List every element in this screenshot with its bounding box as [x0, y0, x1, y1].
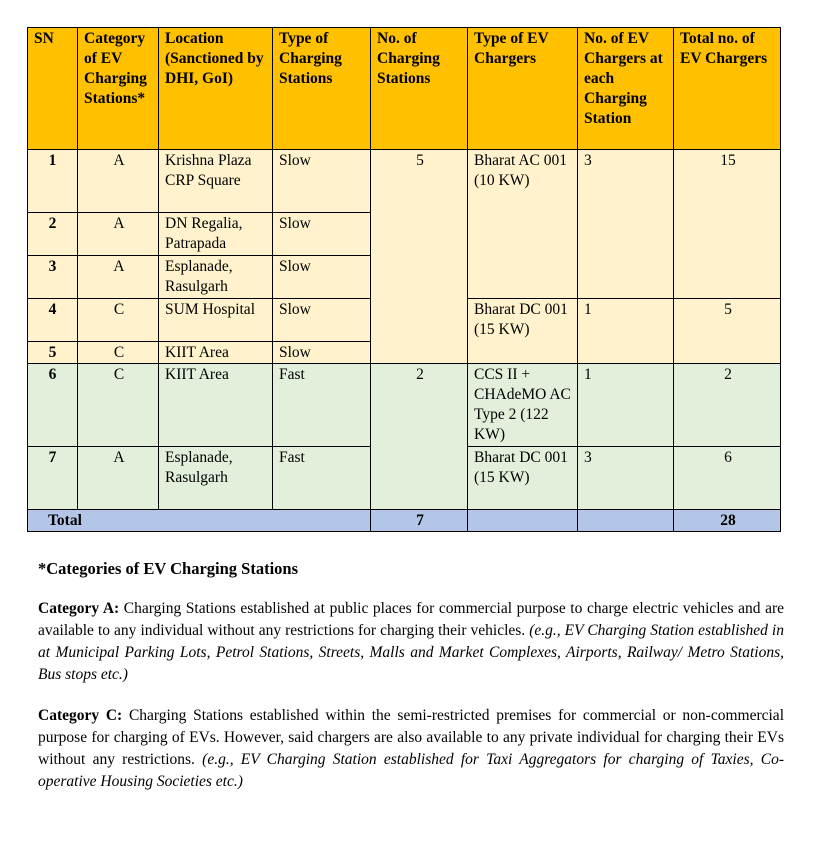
cell-sn: 6 [28, 364, 78, 447]
cell-charger-count: 1 [578, 364, 674, 447]
cell-charger-type: Bharat DC 001 (15 KW) [468, 447, 578, 510]
cell-type: Slow [273, 342, 371, 364]
cell-charger-count: 1 [578, 299, 674, 364]
header-type: Type of Charging Stations [273, 28, 371, 150]
category-c-text: Charging Stations established within the semi-restricted premises for commercial or non-commercial purpose for charging of EVs. However, said chargers are also available to any private individual for charging their EVs without any restrictions. [38, 707, 784, 768]
cell-type: Slow [273, 213, 371, 256]
cell-location: Esplanade, Rasulgarh [159, 447, 273, 510]
cell-location: DN Regalia, Patrapada [159, 213, 273, 256]
total-empty [578, 510, 674, 532]
cell-type: Slow [273, 150, 371, 213]
category-a-label: Category A: [38, 600, 120, 617]
cell-type: Slow [273, 256, 371, 299]
table-row [28, 364, 781, 447]
cell-category: A [78, 150, 159, 213]
cell-type: Fast [273, 447, 371, 510]
cell-type: Fast [273, 364, 371, 447]
category-notes [38, 558, 784, 812]
category-a-text: Charging Stations established at public places for commercial purpose to charge electric vehicles and are available to any individual without any restrictions for charging their vehicles. [38, 600, 784, 639]
cell-sn: 5 [28, 342, 78, 364]
cell-location: KIIT Area [159, 342, 273, 364]
category-a-note [38, 598, 784, 686]
cell-category: A [78, 447, 159, 510]
category-c-note [38, 705, 784, 793]
cell-sn: 7 [28, 447, 78, 510]
cell-category: C [78, 299, 159, 342]
header-sn: SN [28, 28, 78, 150]
cell-charger-type: Bharat AC 001 (10 KW) [468, 150, 578, 299]
cell-charger-total: 6 [674, 447, 781, 510]
header-chargers-each: No. of EV Chargers at each Charging Station [578, 28, 674, 150]
cell-charger-total: 5 [674, 299, 781, 364]
table-row [28, 150, 781, 213]
cell-charger-type: CCS II + CHAdeMO AC Type 2 (122 KW) [468, 364, 578, 447]
cell-sn: 1 [28, 150, 78, 213]
cell-location: KIIT Area [159, 364, 273, 447]
total-empty [468, 510, 578, 532]
cell-sn: 3 [28, 256, 78, 299]
total-label: Total [28, 510, 371, 532]
header-location: Location (Sanctioned by DHI, GoI) [159, 28, 273, 150]
header-category: Category of EV Charging Stations* [78, 28, 159, 150]
category-c-label: Category C: [38, 707, 123, 724]
cell-charger-total: 2 [674, 364, 781, 447]
cell-sn: 4 [28, 299, 78, 342]
cell-sn: 2 [28, 213, 78, 256]
category-c-example: (e.g., EV Charging Station established for Taxi Aggregators for charging of Taxies, Co-operative Housing Societies etc.) [38, 751, 784, 790]
cell-category: A [78, 213, 159, 256]
cell-charger-count: 3 [578, 447, 674, 510]
cell-charger-total: 15 [674, 150, 781, 299]
header-no-stations: No. of Charging Stations [371, 28, 468, 150]
cell-type: Slow [273, 299, 371, 342]
cell-location: SUM Hospital [159, 299, 273, 342]
total-row [28, 510, 781, 532]
cell-location: Esplanade, Rasulgarh [159, 256, 273, 299]
cell-fast-stations: 2 [371, 364, 468, 510]
table-header-row [28, 28, 781, 150]
cell-slow-stations: 5 [371, 150, 468, 364]
cell-category: A [78, 256, 159, 299]
cell-category: C [78, 364, 159, 447]
cell-charger-count: 3 [578, 150, 674, 299]
category-a-example: (e.g., EV Charging Station established in at Municipal Parking Lots, Petrol Stations, Streets, Malls and Market Complexes, Airports, Railway/ Metro Stations, Bus stops etc.) [38, 622, 784, 683]
total-stations: 7 [371, 510, 468, 532]
cell-location: Krishna Plaza CRP Square [159, 150, 273, 213]
ev-charging-table [27, 27, 781, 532]
total-chargers: 28 [674, 510, 781, 532]
header-charger-type: Type of EV Chargers [468, 28, 578, 150]
header-total-chargers: Total no. of EV Chargers [674, 28, 781, 150]
cell-charger-type: Bharat DC 001 (15 KW) [468, 299, 578, 364]
notes-heading: *Categories of EV Charging Stations [38, 559, 299, 578]
cell-category: C [78, 342, 159, 364]
